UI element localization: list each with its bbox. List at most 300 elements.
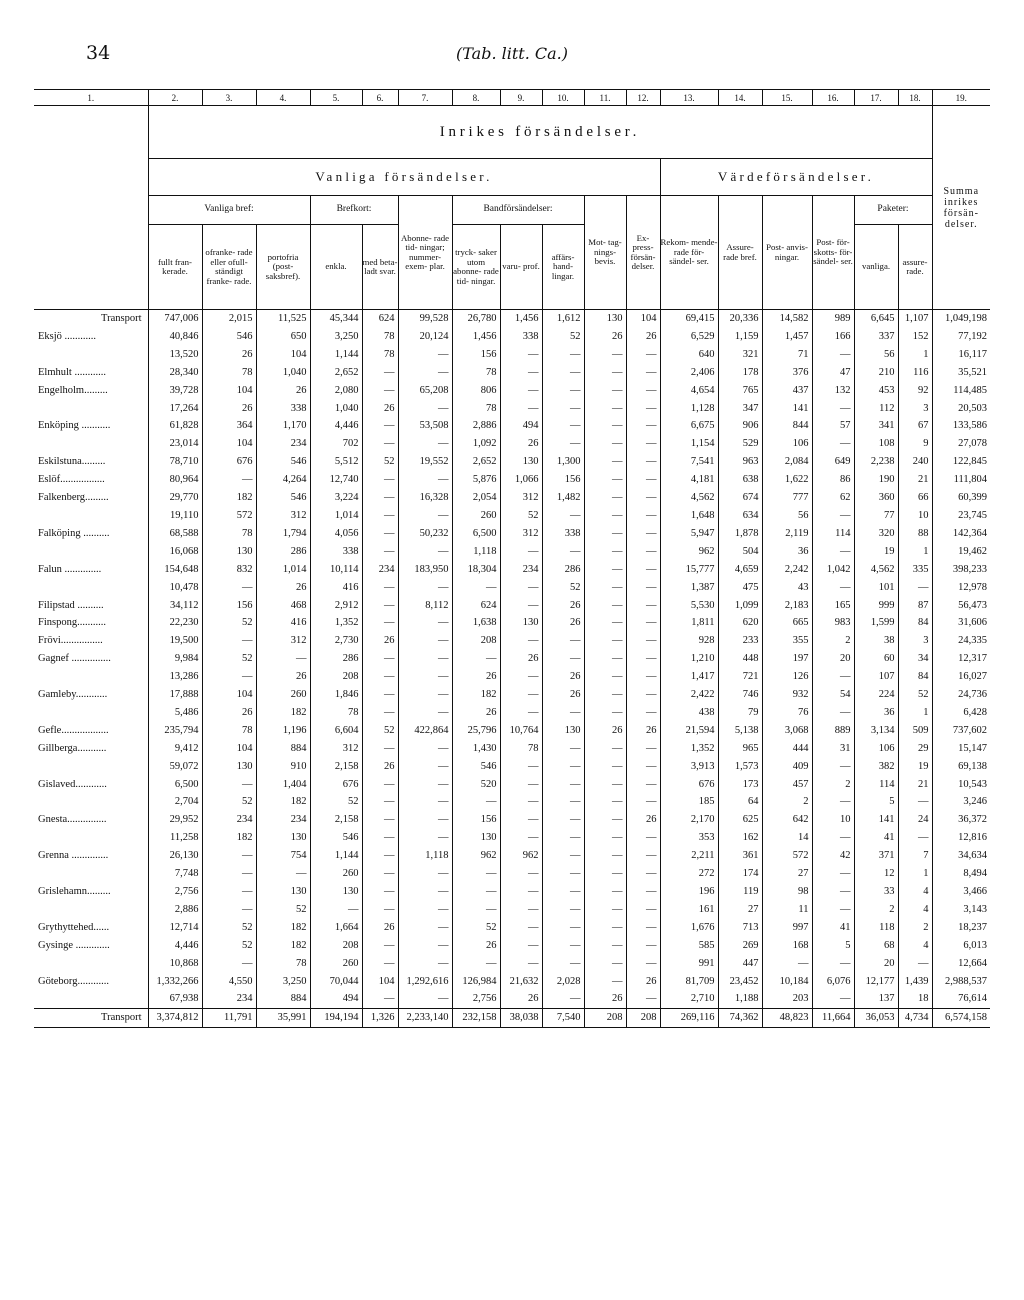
table-cell: 269,116	[660, 1009, 718, 1028]
table-cell: —	[626, 668, 660, 686]
table-cell: 156	[452, 346, 500, 364]
table-cell: —	[500, 793, 542, 811]
table-cell: —	[626, 400, 660, 418]
table-cell: 130	[256, 829, 310, 847]
table-cell: 674	[718, 489, 762, 507]
table-cell: 962	[500, 847, 542, 865]
table-cell: 42	[812, 847, 854, 865]
table-cell: 168	[762, 937, 812, 955]
table-cell: —	[542, 811, 584, 829]
table-cell: —	[626, 793, 660, 811]
table-row	[34, 471, 990, 489]
table-cell: 5,947	[660, 525, 718, 543]
table-cell: —	[398, 740, 452, 758]
table-cell: —	[542, 400, 584, 418]
table-cell: —	[362, 686, 398, 704]
enkla-header: enkla.	[310, 225, 362, 310]
table-cell: 747,006	[148, 310, 202, 328]
table-cell: 78	[452, 400, 500, 418]
table-cell: 382	[854, 758, 898, 776]
row-label	[34, 579, 148, 597]
table-cell: —	[584, 453, 626, 471]
table-row	[34, 901, 990, 919]
table-cell: 721	[718, 668, 762, 686]
table-cell: —	[626, 847, 660, 865]
table-cell: 60	[854, 650, 898, 668]
table-cell: 126	[762, 668, 812, 686]
table-cell: 1,326	[362, 1009, 398, 1028]
table-cell: 39,728	[148, 382, 202, 400]
table-cell: 26,130	[148, 847, 202, 865]
table-cell: —	[542, 883, 584, 901]
table-row	[34, 955, 990, 973]
table-cell: —	[584, 525, 626, 543]
table-cell: 2,170	[660, 811, 718, 829]
table-cell: 272	[660, 865, 718, 883]
table-cell: —	[500, 704, 542, 722]
table-cell: 18,237	[932, 919, 990, 937]
table-cell: —	[398, 865, 452, 883]
table-cell: 746	[718, 686, 762, 704]
table-cell: 26	[584, 328, 626, 346]
table-cell: —	[584, 847, 626, 865]
table-cell: —	[362, 579, 398, 597]
table-cell: 1,300	[542, 453, 584, 471]
table-cell: 52	[202, 937, 256, 955]
table-cell: —	[500, 632, 542, 650]
table-cell: 638	[718, 471, 762, 489]
table-cell: —	[202, 955, 256, 973]
table-cell: 64	[718, 793, 762, 811]
table-cell: —	[626, 704, 660, 722]
table-cell: 475	[718, 579, 762, 597]
table-cell: 2,406	[660, 364, 718, 382]
table-cell: 26	[256, 668, 310, 686]
table-cell: 16,117	[932, 346, 990, 364]
table-row	[34, 597, 990, 615]
table-cell: 2,756	[148, 883, 202, 901]
table-cell: 78	[310, 704, 362, 722]
table-cell: 361	[718, 847, 762, 865]
table-cell: —	[362, 543, 398, 561]
table-cell: 650	[256, 328, 310, 346]
row-label: Grenna ..............	[38, 850, 109, 862]
table-cell: 20,124	[398, 328, 452, 346]
table-cell: 6,529	[660, 328, 718, 346]
table-cell: —	[452, 650, 500, 668]
table-cell: 2	[762, 793, 812, 811]
table-cell: 78	[362, 328, 398, 346]
table-row	[34, 686, 990, 704]
table-cell: 4,446	[310, 417, 362, 435]
table-cell: —	[626, 507, 660, 525]
table-cell: 991	[660, 955, 718, 973]
table-row	[34, 865, 990, 883]
table-cell: 81,709	[660, 973, 718, 991]
table-cell: 52	[542, 328, 584, 346]
table-cell: —	[542, 417, 584, 435]
table-cell: 194,194	[310, 1009, 362, 1028]
table-cell: —	[398, 704, 452, 722]
table-cell: 156	[202, 597, 256, 615]
row-label: Gamleby............	[38, 689, 108, 701]
table-cell: 5,486	[148, 704, 202, 722]
table-cell: 14,582	[762, 310, 812, 328]
table-row	[34, 990, 990, 1008]
table-cell: 1,430	[452, 740, 500, 758]
table-cell: 546	[202, 328, 256, 346]
table-cell: —	[626, 740, 660, 758]
table-cell: —	[584, 740, 626, 758]
table-cell: —	[398, 614, 452, 632]
table-cell: 173	[718, 776, 762, 794]
row-label: Gnesta...............	[38, 814, 107, 826]
table-cell: 28,340	[148, 364, 202, 382]
table-cell: 906	[718, 417, 762, 435]
table-cell: 1,648	[660, 507, 718, 525]
table-cell: —	[398, 793, 452, 811]
table-cell: 52	[202, 919, 256, 937]
table-cell: 26	[362, 919, 398, 937]
table-cell: 320	[854, 525, 898, 543]
table-cell: 353	[660, 829, 718, 847]
table-cell: 11,258	[148, 829, 202, 847]
table-cell: —	[626, 883, 660, 901]
table-cell: 504	[718, 543, 762, 561]
table-cell: 52	[362, 453, 398, 471]
summa-header: Summa inrikes försän- delser.	[932, 106, 990, 310]
table-cell: 2,080	[310, 382, 362, 400]
table-cell: 34	[898, 650, 932, 668]
table-cell: 6,574,158	[932, 1009, 990, 1028]
table-cell: 437	[762, 382, 812, 400]
row-label	[34, 400, 148, 418]
table-cell: 338	[256, 400, 310, 418]
table-cell: 1,014	[256, 561, 310, 579]
table-cell: 371	[854, 847, 898, 865]
row-label: Gagnef ...............	[38, 653, 111, 665]
table-cell: —	[500, 686, 542, 704]
table-cell: 962	[660, 543, 718, 561]
table-cell: 70,044	[310, 973, 362, 991]
table-cell: 26	[202, 346, 256, 364]
table-cell: 130	[500, 453, 542, 471]
table-cell: 649	[812, 453, 854, 471]
row-label: Frövi................	[38, 635, 103, 647]
column-number: 2.	[148, 90, 202, 106]
table-cell: 84	[898, 668, 932, 686]
table-cell: 27	[718, 901, 762, 919]
table-cell: 640	[660, 346, 718, 364]
table-cell: 156	[452, 811, 500, 829]
table-cell: 8,112	[398, 597, 452, 615]
row-label	[34, 435, 148, 453]
table-row	[34, 722, 990, 740]
table-cell: 119	[718, 883, 762, 901]
row-label	[34, 990, 148, 1008]
table-cell: 130	[202, 543, 256, 561]
table-cell: 6,428	[932, 704, 990, 722]
table-cell: 88	[898, 525, 932, 543]
table-cell: 27,078	[932, 435, 990, 453]
table-cell: —	[398, 919, 452, 937]
table-cell: —	[542, 435, 584, 453]
table-cell: 65,208	[398, 382, 452, 400]
table-cell: 1	[898, 865, 932, 883]
table-cell: 104	[362, 973, 398, 991]
table-cell: 190	[854, 471, 898, 489]
table-cell: 52	[310, 793, 362, 811]
table-cell: 52	[202, 614, 256, 632]
table-cell: 234	[202, 990, 256, 1008]
table-cell: —	[362, 597, 398, 615]
row-label: Engelholm.........	[38, 384, 108, 396]
table-cell: —	[542, 865, 584, 883]
table-cell: 2,422	[660, 686, 718, 704]
table-cell: 3,134	[854, 722, 898, 740]
table-cell: 183,950	[398, 561, 452, 579]
table-cell: 137	[854, 990, 898, 1008]
table-cell: 11	[762, 901, 812, 919]
paketer-header: Paketer:	[854, 196, 932, 225]
table-cell: 6,645	[854, 310, 898, 328]
table-cell: 78	[500, 740, 542, 758]
table-cell: 625	[718, 811, 762, 829]
table-cell: 2,158	[310, 811, 362, 829]
table-cell: 2,756	[452, 990, 500, 1008]
table-cell: 5	[854, 793, 898, 811]
table-cell: 26	[256, 579, 310, 597]
table-cell: 928	[660, 632, 718, 650]
table-row	[34, 435, 990, 453]
table-cell: 52	[500, 507, 542, 525]
table-cell: 494	[310, 990, 362, 1008]
column-numbers-row	[34, 90, 990, 106]
table-cell: 997	[762, 919, 812, 937]
table-cell: —	[626, 829, 660, 847]
table-cell: 80,964	[148, 471, 202, 489]
table-cell: 321	[718, 346, 762, 364]
table-cell: 2	[812, 632, 854, 650]
table-row	[34, 364, 990, 382]
table-cell: 17,888	[148, 686, 202, 704]
table-cell: 2,652	[452, 453, 500, 471]
table-cell: 5,138	[718, 722, 762, 740]
table-cell: 174	[718, 865, 762, 883]
table-row	[34, 346, 990, 364]
table-cell: —	[626, 919, 660, 937]
table-cell: 1,352	[660, 740, 718, 758]
table-cell: 130	[452, 829, 500, 847]
table-cell: —	[202, 668, 256, 686]
page-title: (Tab. litt. Ca.)	[456, 44, 568, 63]
table-row	[34, 489, 990, 507]
table-cell: 15,777	[660, 561, 718, 579]
table-cell: 84	[898, 614, 932, 632]
row-label: Eksjö ............	[38, 330, 97, 342]
table-cell: 17,264	[148, 400, 202, 418]
affarshandlingar-header: affärs- hand- lingar.	[542, 225, 584, 310]
table-cell: 4,562	[660, 489, 718, 507]
table-cell: —	[398, 579, 452, 597]
table-cell: —	[542, 829, 584, 847]
table-cell: 1,676	[660, 919, 718, 937]
table-cell: —	[398, 811, 452, 829]
table-cell: 26	[584, 990, 626, 1008]
table-cell: 233	[718, 632, 762, 650]
postforskott-header: Post- för- skotts- för- sändel- ser.	[812, 196, 854, 310]
table-cell: —	[812, 955, 854, 973]
table-cell: 4	[898, 901, 932, 919]
table-cell: 1,292,616	[398, 973, 452, 991]
row-label	[34, 758, 148, 776]
table-cell: 6,675	[660, 417, 718, 435]
table-cell: 737,602	[932, 722, 990, 740]
table-cell: —	[898, 955, 932, 973]
row-label: Gysinge .............	[38, 939, 110, 951]
table-cell: 35,991	[256, 1009, 310, 1028]
table-cell: 286	[310, 650, 362, 668]
table-cell: 341	[854, 417, 898, 435]
table-cell: —	[398, 400, 452, 418]
table-cell: 141	[854, 811, 898, 829]
column-number: 1.	[34, 90, 148, 106]
table-cell: —	[202, 847, 256, 865]
table-cell: —	[362, 829, 398, 847]
mottagningsbevis-header: Mot- tag- nings- bevis.	[584, 196, 626, 310]
table-cell: 338	[310, 543, 362, 561]
table-cell: 141	[762, 400, 812, 418]
table-cell: 1,794	[256, 525, 310, 543]
table-cell: —	[362, 507, 398, 525]
table-cell: 7,541	[660, 453, 718, 471]
column-number: 7.	[398, 90, 452, 106]
table-cell: 10	[812, 811, 854, 829]
table-cell: —	[362, 668, 398, 686]
table-cell: 116	[898, 364, 932, 382]
table-cell: 10,543	[932, 776, 990, 794]
table-cell: 92	[898, 382, 932, 400]
total-row	[34, 1009, 990, 1028]
table-cell: —	[500, 543, 542, 561]
table-cell: 4,659	[718, 561, 762, 579]
abonnerade-header: Abonne- rade tid- ningar; nummer- exem- plar.	[398, 196, 452, 310]
table-cell: 2	[854, 901, 898, 919]
row-label: Gillberga...........	[38, 742, 107, 754]
table-cell: 152	[898, 328, 932, 346]
row-label: Enköping ...........	[38, 420, 111, 432]
table-cell: 16,068	[148, 543, 202, 561]
table-cell: —	[584, 919, 626, 937]
table-cell: —	[898, 579, 932, 597]
table-cell: —	[542, 382, 584, 400]
table-cell: 29,952	[148, 811, 202, 829]
table-cell: —	[398, 668, 452, 686]
table-cell: —	[584, 704, 626, 722]
table-cell: 10	[898, 507, 932, 525]
table-cell: 31,606	[932, 614, 990, 632]
table-cell: 4,550	[202, 973, 256, 991]
table-cell: 2,988,537	[932, 973, 990, 991]
table-cell: —	[812, 668, 854, 686]
table-cell: 1,457	[762, 328, 812, 346]
table-cell: 884	[256, 740, 310, 758]
table-cell: 99,528	[398, 310, 452, 328]
table-cell: 260	[452, 507, 500, 525]
table-cell: —	[812, 507, 854, 525]
table-cell: 3,374,812	[148, 1009, 202, 1028]
table-cell: 19,500	[148, 632, 202, 650]
table-cell: —	[362, 471, 398, 489]
table-cell: 59,072	[148, 758, 202, 776]
table-cell: —	[362, 417, 398, 435]
table-cell: —	[202, 579, 256, 597]
table-cell: 208	[310, 937, 362, 955]
table-cell: 104	[202, 382, 256, 400]
table-cell: 6,500	[148, 776, 202, 794]
table-row	[34, 382, 990, 400]
table-cell: 68	[854, 937, 898, 955]
table-cell: —	[584, 937, 626, 955]
table-cell: 108	[854, 435, 898, 453]
table-cell: 71	[762, 346, 812, 364]
table-cell: 26	[256, 382, 310, 400]
table-cell: —	[584, 543, 626, 561]
table-cell: —	[542, 704, 584, 722]
table-cell: 26	[202, 704, 256, 722]
table-cell: 448	[718, 650, 762, 668]
column-number: 5.	[310, 90, 362, 106]
paket-vanliga-header: vanliga.	[854, 225, 898, 310]
table-cell: 130	[584, 310, 626, 328]
table-cell: 932	[762, 686, 812, 704]
table-cell: 10,184	[762, 973, 812, 991]
table-cell: 1,846	[310, 686, 362, 704]
table-cell: 52	[452, 919, 500, 937]
table-cell: 1,066	[500, 471, 542, 489]
table-cell: —	[626, 901, 660, 919]
row-label: Filipstad ..........	[38, 599, 104, 611]
table-cell: 26	[542, 668, 584, 686]
table-cell: 50,232	[398, 525, 452, 543]
table-cell: 360	[854, 489, 898, 507]
table-cell: 20,336	[718, 310, 762, 328]
table-cell: 1,638	[452, 614, 500, 632]
table-cell: —	[626, 417, 660, 435]
table-cell: 5,530	[660, 597, 718, 615]
table-cell: 27	[762, 865, 812, 883]
table-row	[34, 973, 990, 991]
table-cell: 19,552	[398, 453, 452, 471]
table-cell: —	[500, 955, 542, 973]
table-cell: 884	[256, 990, 310, 1008]
table-cell: 1,196	[256, 722, 310, 740]
table-cell: —	[898, 829, 932, 847]
table-cell: —	[500, 811, 542, 829]
table-cell: 182	[256, 937, 310, 955]
table-cell: —	[256, 650, 310, 668]
table-cell: 26	[626, 811, 660, 829]
assurerade-bref-header: Assure- rade bref.	[718, 196, 762, 310]
table-cell: —	[542, 919, 584, 937]
table-cell: 416	[310, 579, 362, 597]
table-cell: —	[310, 901, 362, 919]
table-cell: 260	[256, 686, 310, 704]
row-label	[34, 668, 148, 686]
table-cell: 26	[452, 937, 500, 955]
table-cell: —	[362, 847, 398, 865]
table-cell: —	[626, 382, 660, 400]
